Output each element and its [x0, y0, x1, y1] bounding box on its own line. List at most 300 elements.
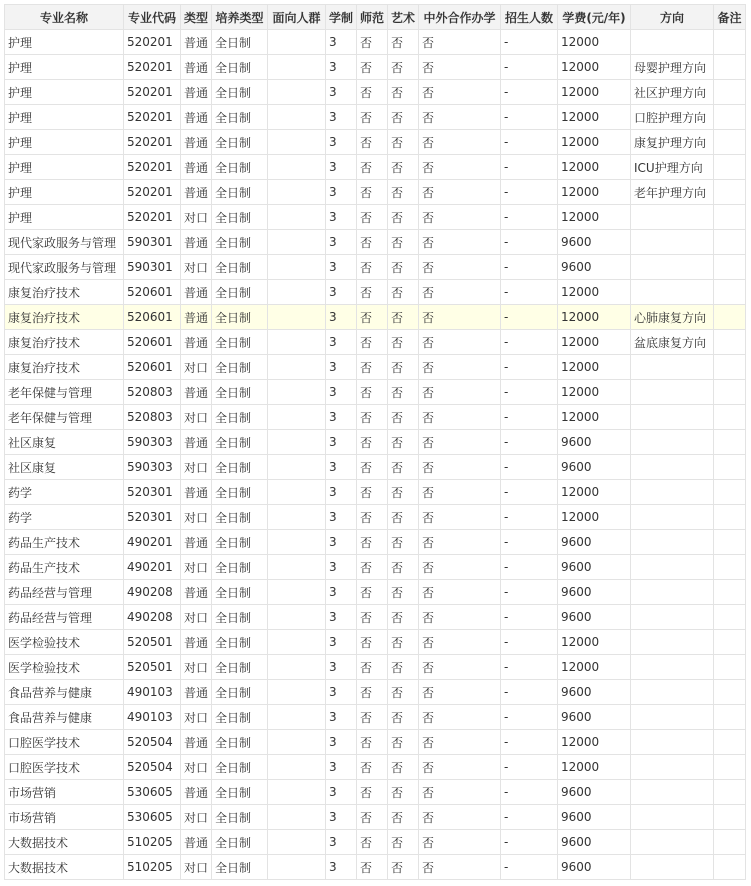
major-code-cell: 490208: [124, 580, 181, 605]
enrollment-cell: -: [501, 80, 558, 105]
audience-cell: [268, 280, 326, 305]
art-cell: 否: [388, 455, 419, 480]
remarks-cell: [714, 630, 746, 655]
sino-foreign-cell: 否: [419, 505, 501, 530]
normal-cell: 否: [357, 680, 388, 705]
training-type-cell: 全日制: [212, 705, 268, 730]
type-cell: 对口: [181, 255, 212, 280]
audience-cell: [268, 830, 326, 855]
art-cell: 否: [388, 630, 419, 655]
duration-cell: 3: [326, 430, 357, 455]
tuition-cell: 12000: [558, 55, 631, 80]
table-row: [5, 705, 746, 730]
major-name-cell: 社区康复: [5, 430, 124, 455]
remarks-cell: [714, 405, 746, 430]
tuition-cell: 9600: [558, 255, 631, 280]
table-row: [5, 355, 746, 380]
normal-cell: 否: [357, 480, 388, 505]
training-type-cell: 全日制: [212, 755, 268, 780]
tuition-cell: 9600: [558, 855, 631, 880]
major-name-cell: 老年保健与管理: [5, 405, 124, 430]
major-name-cell: 药品经营与管理: [5, 605, 124, 630]
major-name-cell: 康复治疗技术: [5, 280, 124, 305]
type-cell: 普通: [181, 730, 212, 755]
duration-cell: 3: [326, 105, 357, 130]
major-code-cell: 520803: [124, 380, 181, 405]
audience-cell: [268, 655, 326, 680]
direction-cell: [631, 255, 714, 280]
major-name-cell: 市场营销: [5, 805, 124, 830]
table-row: [5, 455, 746, 480]
training-type-cell: 全日制: [212, 180, 268, 205]
enrollment-cell: -: [501, 405, 558, 430]
art-cell: 否: [388, 780, 419, 805]
major-code-cell: 590303: [124, 430, 181, 455]
remarks-cell: [714, 755, 746, 780]
art-cell: 否: [388, 330, 419, 355]
normal-cell: 否: [357, 830, 388, 855]
type-cell: 普通: [181, 280, 212, 305]
column-header-duration: 学制: [326, 5, 357, 30]
duration-cell: 3: [326, 805, 357, 830]
sino-foreign-cell: 否: [419, 55, 501, 80]
tuition-cell: 12000: [558, 730, 631, 755]
tuition-cell: 12000: [558, 405, 631, 430]
major-name-cell: 康复治疗技术: [5, 355, 124, 380]
training-type-cell: 全日制: [212, 130, 268, 155]
duration-cell: 3: [326, 755, 357, 780]
tuition-cell: 9600: [558, 680, 631, 705]
duration-cell: 3: [326, 205, 357, 230]
major-code-cell: 520201: [124, 180, 181, 205]
tuition-cell: 12000: [558, 30, 631, 55]
direction-cell: 老年护理方向: [631, 180, 714, 205]
type-cell: 普通: [181, 830, 212, 855]
majors-table-container: [4, 4, 746, 880]
remarks-cell: [714, 780, 746, 805]
remarks-cell: [714, 55, 746, 80]
major-name-cell: 药学: [5, 480, 124, 505]
training-type-cell: 全日制: [212, 255, 268, 280]
type-cell: 对口: [181, 805, 212, 830]
direction-cell: [631, 380, 714, 405]
enrollment-cell: -: [501, 730, 558, 755]
direction-cell: [631, 30, 714, 55]
enrollment-cell: -: [501, 580, 558, 605]
column-header-major-code: 专业代码: [124, 5, 181, 30]
major-code-cell: 590301: [124, 230, 181, 255]
duration-cell: 3: [326, 730, 357, 755]
enrollment-cell: -: [501, 355, 558, 380]
remarks-cell: [714, 430, 746, 455]
major-code-cell: 520201: [124, 105, 181, 130]
major-name-cell: 护理: [5, 80, 124, 105]
direction-cell: ICU护理方向: [631, 155, 714, 180]
remarks-cell: [714, 555, 746, 580]
direction-cell: [631, 505, 714, 530]
audience-cell: [268, 180, 326, 205]
art-cell: 否: [388, 180, 419, 205]
major-name-cell: 护理: [5, 205, 124, 230]
major-code-cell: 490201: [124, 530, 181, 555]
tuition-cell: 12000: [558, 330, 631, 355]
duration-cell: 3: [326, 280, 357, 305]
direction-cell: [631, 605, 714, 630]
sino-foreign-cell: 否: [419, 655, 501, 680]
table-row: [5, 380, 746, 405]
training-type-cell: 全日制: [212, 80, 268, 105]
direction-cell: [631, 830, 714, 855]
remarks-cell: [714, 205, 746, 230]
enrollment-cell: -: [501, 155, 558, 180]
table-row: [5, 55, 746, 80]
remarks-cell: [714, 255, 746, 280]
art-cell: 否: [388, 830, 419, 855]
training-type-cell: 全日制: [212, 305, 268, 330]
type-cell: 普通: [181, 480, 212, 505]
major-code-cell: 530605: [124, 805, 181, 830]
type-cell: 对口: [181, 455, 212, 480]
tuition-cell: 9600: [558, 430, 631, 455]
remarks-cell: [714, 280, 746, 305]
sino-foreign-cell: 否: [419, 480, 501, 505]
tuition-cell: 9600: [558, 230, 631, 255]
enrollment-cell: -: [501, 230, 558, 255]
major-name-cell: 护理: [5, 105, 124, 130]
major-name-cell: 口腔医学技术: [5, 755, 124, 780]
normal-cell: 否: [357, 55, 388, 80]
sino-foreign-cell: 否: [419, 305, 501, 330]
audience-cell: [268, 855, 326, 880]
tuition-cell: 9600: [558, 580, 631, 605]
table-row: [5, 755, 746, 780]
audience-cell: [268, 405, 326, 430]
type-cell: 对口: [181, 705, 212, 730]
direction-cell: [631, 530, 714, 555]
table-row: [5, 155, 746, 180]
direction-cell: [631, 205, 714, 230]
major-name-cell: 护理: [5, 30, 124, 55]
major-code-cell: 520201: [124, 205, 181, 230]
audience-cell: [268, 705, 326, 730]
art-cell: 否: [388, 305, 419, 330]
training-type-cell: 全日制: [212, 730, 268, 755]
audience-cell: [268, 80, 326, 105]
normal-cell: 否: [357, 605, 388, 630]
major-code-cell: 590303: [124, 455, 181, 480]
duration-cell: 3: [326, 680, 357, 705]
duration-cell: 3: [326, 505, 357, 530]
major-code-cell: 520601: [124, 280, 181, 305]
remarks-cell: [714, 830, 746, 855]
normal-cell: 否: [357, 630, 388, 655]
enrollment-cell: -: [501, 455, 558, 480]
duration-cell: 3: [326, 580, 357, 605]
remarks-cell: [714, 505, 746, 530]
audience-cell: [268, 255, 326, 280]
direction-cell: [631, 280, 714, 305]
sino-foreign-cell: 否: [419, 430, 501, 455]
duration-cell: 3: [326, 405, 357, 430]
duration-cell: 3: [326, 80, 357, 105]
table-row: [5, 305, 746, 330]
sino-foreign-cell: 否: [419, 355, 501, 380]
enrollment-cell: -: [501, 530, 558, 555]
table-header-row: [5, 5, 746, 30]
sino-foreign-cell: 否: [419, 530, 501, 555]
enrollment-cell: -: [501, 780, 558, 805]
training-type-cell: 全日制: [212, 230, 268, 255]
direction-cell: [631, 555, 714, 580]
table-row: [5, 330, 746, 355]
type-cell: 对口: [181, 505, 212, 530]
normal-cell: 否: [357, 430, 388, 455]
direction-cell: [631, 680, 714, 705]
audience-cell: [268, 305, 326, 330]
table-row: [5, 555, 746, 580]
normal-cell: 否: [357, 255, 388, 280]
major-code-cell: 520301: [124, 480, 181, 505]
duration-cell: 3: [326, 330, 357, 355]
training-type-cell: 全日制: [212, 280, 268, 305]
type-cell: 对口: [181, 405, 212, 430]
tuition-cell: 9600: [558, 705, 631, 730]
remarks-cell: [714, 330, 746, 355]
audience-cell: [268, 155, 326, 180]
tuition-cell: 12000: [558, 180, 631, 205]
art-cell: 否: [388, 855, 419, 880]
remarks-cell: [714, 530, 746, 555]
sino-foreign-cell: 否: [419, 805, 501, 830]
major-code-cell: 520601: [124, 355, 181, 380]
table-row: [5, 830, 746, 855]
art-cell: 否: [388, 805, 419, 830]
type-cell: 普通: [181, 305, 212, 330]
enrollment-cell: -: [501, 305, 558, 330]
training-type-cell: 全日制: [212, 680, 268, 705]
enrollment-cell: -: [501, 380, 558, 405]
audience-cell: [268, 105, 326, 130]
normal-cell: 否: [357, 405, 388, 430]
direction-cell: [631, 455, 714, 480]
remarks-cell: [714, 305, 746, 330]
remarks-cell: [714, 30, 746, 55]
remarks-cell: [714, 230, 746, 255]
art-cell: 否: [388, 705, 419, 730]
art-cell: 否: [388, 230, 419, 255]
type-cell: 普通: [181, 180, 212, 205]
tuition-cell: 12000: [558, 130, 631, 155]
art-cell: 否: [388, 30, 419, 55]
sino-foreign-cell: 否: [419, 330, 501, 355]
training-type-cell: 全日制: [212, 405, 268, 430]
type-cell: 普通: [181, 430, 212, 455]
remarks-cell: [714, 730, 746, 755]
column-header-audience: 面向人群: [268, 5, 326, 30]
sino-foreign-cell: 否: [419, 855, 501, 880]
normal-cell: 否: [357, 330, 388, 355]
art-cell: 否: [388, 605, 419, 630]
direction-cell: [631, 755, 714, 780]
major-code-cell: 520501: [124, 655, 181, 680]
major-name-cell: 药品生产技术: [5, 530, 124, 555]
training-type-cell: 全日制: [212, 655, 268, 680]
training-type-cell: 全日制: [212, 30, 268, 55]
major-code-cell: 490103: [124, 705, 181, 730]
duration-cell: 3: [326, 55, 357, 80]
sino-foreign-cell: 否: [419, 730, 501, 755]
column-header-type: 类型: [181, 5, 212, 30]
major-name-cell: 现代家政服务与管理: [5, 230, 124, 255]
direction-cell: [631, 855, 714, 880]
enrollment-cell: -: [501, 605, 558, 630]
major-name-cell: 药品生产技术: [5, 555, 124, 580]
major-name-cell: 康复治疗技术: [5, 330, 124, 355]
tuition-cell: 12000: [558, 355, 631, 380]
sino-foreign-cell: 否: [419, 555, 501, 580]
training-type-cell: 全日制: [212, 855, 268, 880]
training-type-cell: 全日制: [212, 105, 268, 130]
art-cell: 否: [388, 155, 419, 180]
major-code-cell: 520301: [124, 505, 181, 530]
tuition-cell: 12000: [558, 305, 631, 330]
sino-foreign-cell: 否: [419, 80, 501, 105]
type-cell: 对口: [181, 205, 212, 230]
art-cell: 否: [388, 80, 419, 105]
tuition-cell: 12000: [558, 105, 631, 130]
major-code-cell: 520201: [124, 30, 181, 55]
enrollment-cell: -: [501, 430, 558, 455]
audience-cell: [268, 505, 326, 530]
audience-cell: [268, 580, 326, 605]
remarks-cell: [714, 380, 746, 405]
normal-cell: 否: [357, 580, 388, 605]
major-code-cell: 520201: [124, 55, 181, 80]
normal-cell: 否: [357, 780, 388, 805]
audience-cell: [268, 555, 326, 580]
normal-cell: 否: [357, 855, 388, 880]
normal-cell: 否: [357, 305, 388, 330]
duration-cell: 3: [326, 255, 357, 280]
duration-cell: 3: [326, 380, 357, 405]
duration-cell: 3: [326, 30, 357, 55]
sino-foreign-cell: 否: [419, 105, 501, 130]
duration-cell: 3: [326, 530, 357, 555]
duration-cell: 3: [326, 180, 357, 205]
duration-cell: 3: [326, 855, 357, 880]
enrollment-cell: -: [501, 655, 558, 680]
sino-foreign-cell: 否: [419, 205, 501, 230]
direction-cell: [631, 405, 714, 430]
art-cell: 否: [388, 255, 419, 280]
direction-cell: [631, 430, 714, 455]
column-header-training-type: 培养类型: [212, 5, 268, 30]
remarks-cell: [714, 80, 746, 105]
training-type-cell: 全日制: [212, 605, 268, 630]
column-header-remarks: 备注: [714, 5, 746, 30]
normal-cell: 否: [357, 380, 388, 405]
training-type-cell: 全日制: [212, 380, 268, 405]
training-type-cell: 全日制: [212, 330, 268, 355]
type-cell: 普通: [181, 155, 212, 180]
enrollment-cell: -: [501, 330, 558, 355]
audience-cell: [268, 530, 326, 555]
major-name-cell: 食品营养与健康: [5, 680, 124, 705]
duration-cell: 3: [326, 155, 357, 180]
major-code-cell: 520803: [124, 405, 181, 430]
training-type-cell: 全日制: [212, 55, 268, 80]
direction-cell: 康复护理方向: [631, 130, 714, 155]
normal-cell: 否: [357, 30, 388, 55]
major-code-cell: 520201: [124, 130, 181, 155]
major-name-cell: 老年保健与管理: [5, 380, 124, 405]
duration-cell: 3: [326, 655, 357, 680]
tuition-cell: 12000: [558, 630, 631, 655]
table-row: [5, 280, 746, 305]
table-row: [5, 480, 746, 505]
major-code-cell: 520504: [124, 730, 181, 755]
audience-cell: [268, 680, 326, 705]
sino-foreign-cell: 否: [419, 30, 501, 55]
duration-cell: 3: [326, 305, 357, 330]
remarks-cell: [714, 105, 746, 130]
training-type-cell: 全日制: [212, 530, 268, 555]
major-name-cell: 口腔医学技术: [5, 730, 124, 755]
type-cell: 普通: [181, 380, 212, 405]
art-cell: 否: [388, 655, 419, 680]
type-cell: 对口: [181, 655, 212, 680]
remarks-cell: [714, 605, 746, 630]
audience-cell: [268, 455, 326, 480]
direction-cell: [631, 355, 714, 380]
major-name-cell: 护理: [5, 130, 124, 155]
duration-cell: 3: [326, 480, 357, 505]
audience-cell: [268, 230, 326, 255]
table-row: [5, 505, 746, 530]
major-code-cell: 490208: [124, 605, 181, 630]
audience-cell: [268, 380, 326, 405]
normal-cell: 否: [357, 105, 388, 130]
art-cell: 否: [388, 530, 419, 555]
type-cell: 普通: [181, 330, 212, 355]
enrollment-cell: -: [501, 505, 558, 530]
audience-cell: [268, 430, 326, 455]
training-type-cell: 全日制: [212, 830, 268, 855]
type-cell: 普通: [181, 630, 212, 655]
table-row: [5, 405, 746, 430]
column-header-tuition: 学费(元/年): [558, 5, 631, 30]
enrollment-cell: -: [501, 105, 558, 130]
tuition-cell: 9600: [558, 605, 631, 630]
duration-cell: 3: [326, 830, 357, 855]
normal-cell: 否: [357, 805, 388, 830]
art-cell: 否: [388, 430, 419, 455]
remarks-cell: [714, 580, 746, 605]
majors-table: [4, 4, 746, 880]
tuition-cell: 12000: [558, 80, 631, 105]
major-name-cell: 大数据技术: [5, 855, 124, 880]
tuition-cell: 9600: [558, 830, 631, 855]
table-row: [5, 805, 746, 830]
enrollment-cell: -: [501, 680, 558, 705]
training-type-cell: 全日制: [212, 505, 268, 530]
enrollment-cell: -: [501, 805, 558, 830]
training-type-cell: 全日制: [212, 355, 268, 380]
remarks-cell: [714, 355, 746, 380]
audience-cell: [268, 355, 326, 380]
major-code-cell: 520201: [124, 155, 181, 180]
audience-cell: [268, 780, 326, 805]
